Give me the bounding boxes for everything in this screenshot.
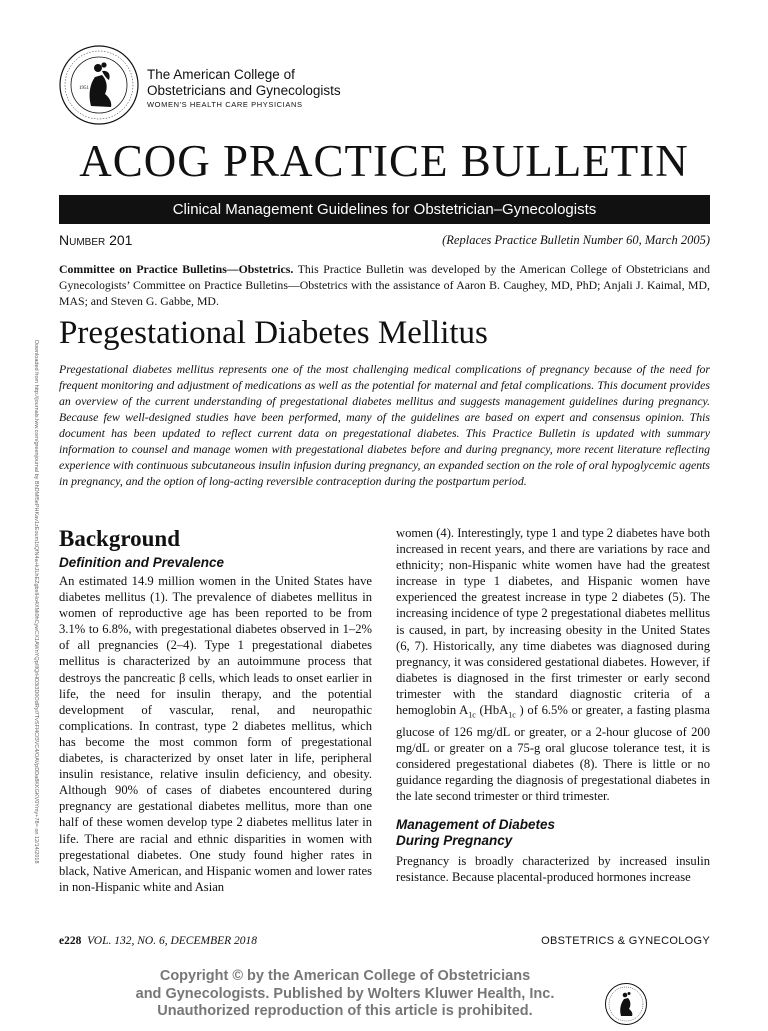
download-stamp (31, 340, 41, 864)
committee-credit (59, 261, 710, 309)
page-number: e228 (59, 935, 82, 947)
bulletin-number: Number 201 (59, 232, 133, 248)
subheading-management: Management of Diabetes During Pregnancy (396, 817, 556, 849)
copyright-line2: and Gynecologists. Published by Wolters Kluwer Health, Inc. (135, 985, 555, 1002)
section-heading-background: Background (59, 526, 181, 551)
committee-text: This Practice Bulletin was developed by the American College of Obstetricians and Gynecologists’ Committee on Practice Bulletins—Obstetrics with the assistance of Aaron B. Caughey, MD, PhD; Anjali J. Kaimal, MD, MAS; and Steven G. Gabbe, MD. (59, 262, 710, 308)
subheading-definition: Definition and Prevalence (59, 555, 225, 570)
abstract: Pregestational diabetes mellitus represents one of the most challenging medical complications of pregnancy because of the need for frequent monitoring and adjustment of medications as well as the potential for maternal and fetal complications. This document provides an overview of the current understanding of pregestational diabetes mellitus and suggests management guidelines during pregnancy. Because few well-designed studies have been performed, many of the guidelines are based on expert and consensus opinion. This document has been updated to reflect current data on pregestational diabetes. This Practice Bulletin is updated with summary information to counsel and manage women with pregestational diabetes before and during pregnancy, more recent literature reflecting experience with continuous subcutaneous insulin infusion during pregnancy, an expanded section on the role of oral hypoglycemic agents in pregnancy, and the option of long-acting reversible contraception during the postpartum period. (59, 362, 710, 488)
acog-small-seal (604, 982, 648, 1026)
org-name-line2: Obstetricians and Gynecologists (147, 83, 341, 98)
org-name-line1: The American College of (147, 67, 295, 82)
acog-seal-logo (58, 44, 140, 126)
article-title: Pregestational Diabetes Mellitus (59, 315, 488, 351)
footer-citation (59, 935, 257, 947)
download-stamp-text: Downloaded from http://journals.lww.com/greenjournal by BhDMf5ePHKav1zEoum1tQfN4a+kJLhEZgbsIHo4XMi0hCywCX1AWnYQp/IlQrHD3i3D0OdRyi7TvSFl4Cf3VC4/OAVpDDa8KKGKV0Ymy+78= on 12/14/2018 (33, 340, 39, 864)
guidelines-banner: Clinical Management Guidelines for Obstetrician–Gynecologists (59, 195, 710, 224)
bulletin-title: ACOG PRACTICE BULLETIN (79, 136, 689, 186)
paragraph-prevalence: An estimated 14.9 million women in the United States have diabetes mellitus (1). The prevalence of diabetes mellitus in women of reproductive age has been reported to be from 3.1% to 6.8%, with pregestational diabetes observed in 1–2% of all pregnancies (2–4). Type 1 pregestational diabetes mellitus is characterized by an autoimmune process that destroys the pancreatic β cells, which leads to onset earlier in life, the need for insulin therapy, and the potential development of vascular, renal, and neuropathic complications. In contrast, type 2 diabetes mellitus, which has become the most common form of pregestational diabetes, is characterized by onset later in life, peripheral insulin resistance, relative insulin deficiency, and obesity. Although 90% of cases of diabetes encountered during pregnancy are gestational diabetes mellitus, more than one half of these women develop type 2 diabetes mellitus later in life. There are racial and ethnic disparities in women with pregestational diabetes. One study found higher rates in black, Native American, and Hispanic women and lower rates in non-Hispanic white and Asian (59, 574, 372, 894)
org-tagline: WOMEN'S HEALTH CARE PHYSICIANS (147, 100, 303, 109)
paragraph-management: Pregnancy is broadly characterized by increased insulin resistance. Because placental-produced hormones increase (396, 854, 710, 885)
volume-info: VOL. 132, NO. 6, DECEMBER 2018 (87, 935, 258, 947)
org-name (147, 67, 407, 109)
paragraph-continued: women (4). Interestingly, type 1 and type 2 diabetes have both increased in recent years, and there are variations by race and ethnicity; non-Hispanic white women have had the greatest increase in type 1 diabetes, and Hispanic women have experienced the greatest increase in type 2 diabetes (5). The increasing incidence of type 2 pregestational diabetes mellitus is caused, in part, by increasing obesity in the United States (6, 7). Historically, any time diabetes was diagnosed during pregnancy, it was considered gestational diabetes. However, if diabetes is diagnosed in the first trimester or early second trimester with the standard diagnostic criteria of a hemoglobin $A_{1c}$ (HbA$_{1c}$ ) of 6.5% or greater, a fasting plasma glucose of 126 mg/dL or greater, or a 2-hour glucose of 200 mg/dL or greater on a 75-g oral glucose tolerance test, it is considered pregestational diabetes (8). There is little or no guidance regarding the diagnosis of pregestational diabetes in the late second trimester or third trimester. (396, 526, 710, 804)
committee-name: Committee on Practice Bulletins—Obstetrics. (59, 262, 294, 276)
left-column (59, 524, 372, 895)
copyright-line1: Copyright © by the American College of Obstetricians (159, 968, 531, 984)
seal-year: 1951 (79, 86, 89, 91)
journal-name: OBSTETRICS & GYNECOLOGY (541, 935, 710, 947)
right-column (396, 525, 710, 885)
replaces-note: (Replaces Practice Bulletin Number 60, March 2005) (442, 233, 710, 247)
copyright-line3: Unauthorized reproduction of this article is prohibited. (157, 1003, 533, 1019)
copyright-notice (90, 968, 600, 1021)
